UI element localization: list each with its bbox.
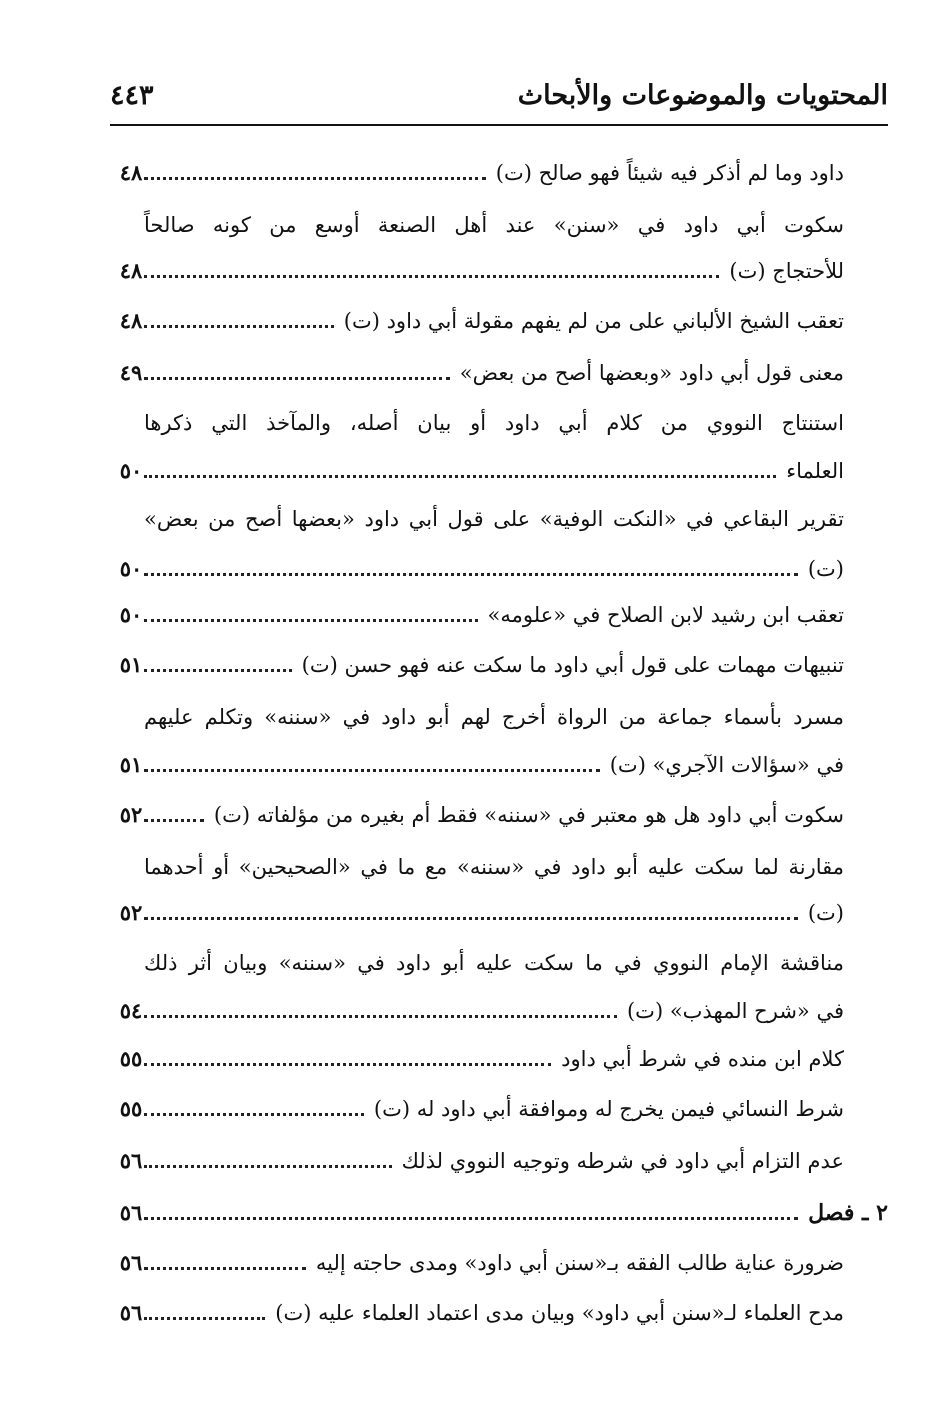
toc-entry-line [144,844,844,890]
toc-entry-text: للأحتجاج (ت) [729,259,844,283]
dot-leader [144,475,776,478]
toc-entry-line [144,298,844,344]
toc-page-number: ٤٩ [119,360,143,385]
toc-entry-line [144,1036,844,1082]
toc-entry-text: في «سؤالات الآجري» (ت) [609,753,844,777]
toc-page-number: ٤٨ [119,160,143,185]
page-header [110,78,888,124]
toc-entry-line [144,592,844,638]
dot-leader [144,669,292,672]
toc-entry-line [144,1190,888,1236]
toc-entry-line [144,642,844,688]
toc-entry-line [144,350,844,396]
toc-page-number: ٥١ [119,652,143,677]
dot-leader [144,1113,364,1116]
toc-entry-text: سكوت أبي داود في «سنن» عند أهل الصنعة أوسع من كونه صالحاً [144,213,844,237]
toc-page-number: ٥٥ [119,1046,143,1071]
toc-entry-text: في «شرح المهذب» (ت) [626,999,844,1023]
toc-entry-line [144,742,844,788]
toc-entry-line [144,448,844,494]
toc-entry-text: مقارنة لما سكت عليه أبو داود في «سننه» مع ما في «الصحيحين» أو أحدهما [144,855,844,879]
dot-leader [144,1267,306,1270]
toc-page-number: ٤٨ [119,308,143,333]
toc-page-number: ٥٢ [119,900,143,925]
toc-page-number: ٥٦ [119,1300,143,1325]
running-title: المحتويات والموضوعات والأبحاث [517,80,888,111]
toc-entry-line [144,890,844,936]
dot-leader [144,1317,265,1320]
toc-page-number: ٥٢ [119,802,143,827]
toc-page-number: ٥٦ [119,1200,143,1225]
dot-leader [144,917,798,920]
toc-entry-text: (ت) [807,557,844,581]
toc-entry-text: مدح العلماء لـ«سنن أبي داود» وبيان مدى اعتماد العلماء عليه (ت) [275,1301,844,1325]
toc-entry-text: العلماء [786,459,844,483]
dot-leader [144,275,719,278]
dot-leader [144,619,478,622]
toc-entry-line [144,150,844,196]
dot-leader [144,769,600,772]
toc-entry-text: تعقب الشيخ الألباني على من لم يفهم مقولة أبي داود (ت) [343,309,844,333]
toc-page-number: ٥٥ [119,1096,143,1121]
toc-page-number: ٤٨ [119,258,143,283]
toc-entry-text: تعقب ابن رشيد لابن الصلاح في «علومه» [487,603,844,627]
toc-entry-line [144,940,844,986]
toc-entry-text: مسرد بأسماء جماعة من الرواة أخرج لهم أبو داود في «سننه» وتكلم عليهم [144,705,844,729]
dot-leader [144,1217,798,1220]
toc-entry-line [144,496,844,542]
dot-leader [144,1015,617,1018]
toc-entry-text: عدم التزام أبي داود في شرطه وتوجيه النووي لذلك [401,1149,844,1173]
toc-entry-text: تقرير البقاعي في «النكت الوفية» على قول أبي داود «بعضها أصح من بعض» [144,507,844,531]
section-heading: ٢ ـ فصل [808,1200,888,1226]
toc-entry-text: (ت) [807,901,844,925]
toc-entry-line [144,546,844,592]
toc-entry-line [144,792,844,838]
toc-entry-text: كلام ابن منده في شرط أبي داود [561,1047,844,1071]
dot-leader [144,1165,392,1168]
dot-leader [144,177,486,180]
toc-entry-line [144,202,844,248]
toc-entry-text: شرط النسائي فيمن يخرج له وموافقة أبي داود له (ت) [373,1097,844,1121]
toc-entry-text: تنبيهات مهمات على قول أبي داود ما سكت عنه فهو حسن (ت) [301,653,844,677]
toc-entry-text: استنتاج النووي من كلام أبي داود أو بيان أصله، والمآخذ التي ذكرها [144,411,844,435]
toc-page-number: ٥٠ [119,458,143,483]
toc-entry-text: ضرورة عناية طالب الفقه بـ«سنن أبي داود» ومدى حاجته إليه [315,1251,844,1275]
header-rule [110,124,888,126]
toc-entry-text: داود وما لم أذكر فيه شيئاً فهو صالح (ت) [495,161,844,185]
toc-page-number: ٥٠ [119,602,143,627]
toc-entry-text: معنى قول أبي داود «وبعضها أصح من بعض» [459,361,844,385]
toc-page-number: ٥٦ [119,1148,143,1173]
dot-leader [144,573,798,576]
page-number: ٤٤٣ [110,80,154,111]
dot-leader [144,325,334,328]
toc-entry-text: مناقشة الإمام النووي في ما سكت عليه أبو داود في «سننه» وبيان أثر ذلك [144,951,844,975]
toc-entry-line [144,1138,844,1184]
toc-page-number: ٥١ [119,752,143,777]
toc-entry-line [144,694,844,740]
toc-entry-line [144,400,844,446]
toc-entry-line [144,988,844,1034]
dot-leader [144,1063,551,1066]
toc-page-number: ٥٠ [119,556,143,581]
toc-entry-line [144,1290,844,1336]
dot-leader [144,819,204,822]
toc-page-number: ٥٤ [119,998,143,1023]
dot-leader [144,377,450,380]
toc-entry-line [144,248,844,294]
toc-page-number: ٥٦ [119,1250,143,1275]
toc-entry-line [144,1240,844,1286]
toc-entry-line [144,1086,844,1132]
toc-entry-text: سكوت أبي داود هل هو معتبر في «سننه» فقط أم بغيره من مؤلفاته (ت) [213,803,844,827]
